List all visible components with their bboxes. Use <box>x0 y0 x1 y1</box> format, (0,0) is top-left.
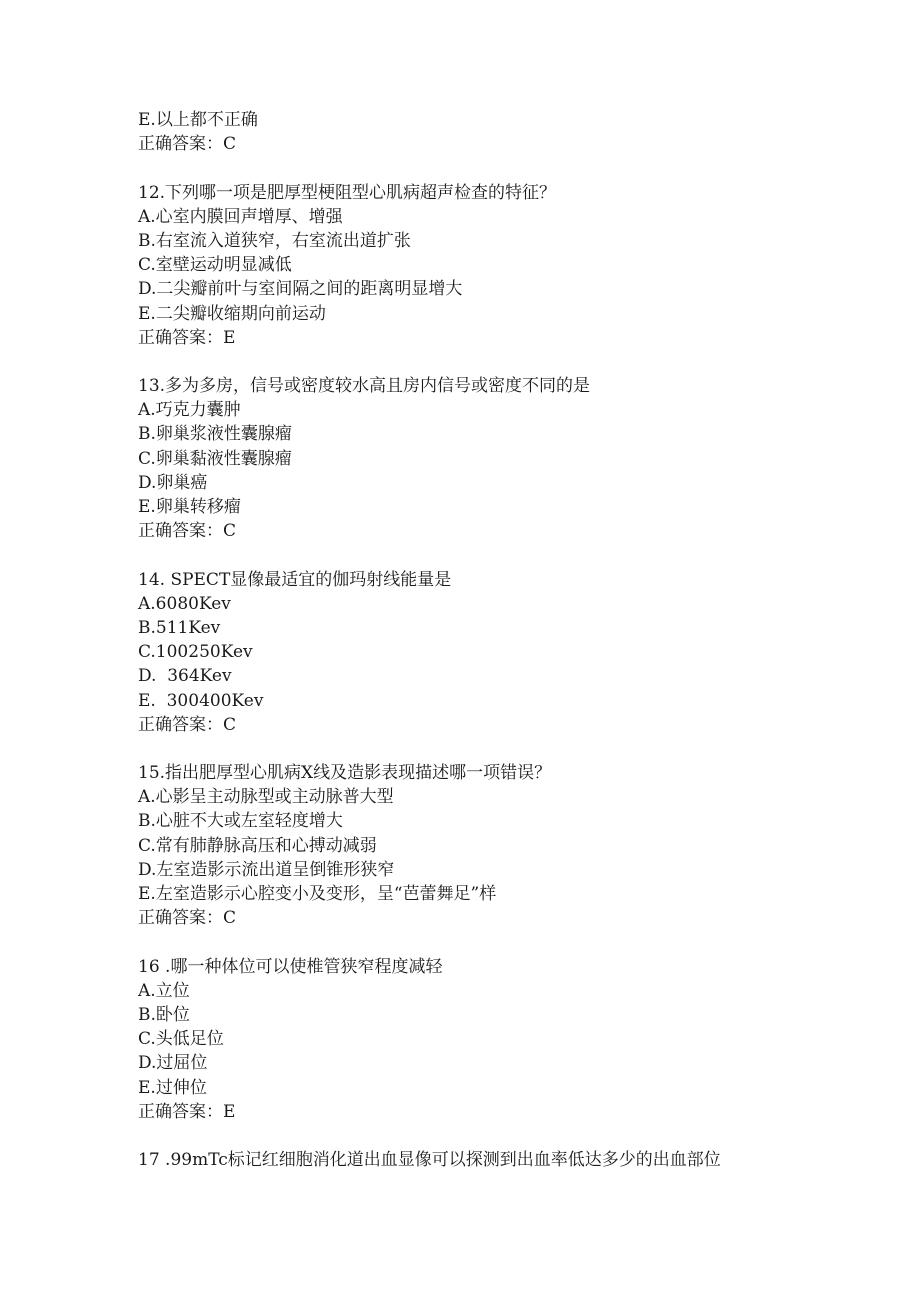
spacer <box>138 930 858 954</box>
question-17-stem: 17 .99mTc标记红细胞消化道出血显像可以探测到出血率低达多少的出血部位 <box>138 1150 721 1171</box>
option-e: E.过伸位 <box>138 1077 207 1098</box>
option-c: C.室壁运动明显减低 <box>138 255 292 276</box>
question-13 <box>138 374 858 543</box>
spacer <box>138 1124 858 1148</box>
option-d: D.左室造影示流出道呈倒锥形狭窄 <box>138 859 395 880</box>
question-stem: 16 .哪一种体位可以使椎管狭窄程度减轻 <box>138 956 443 977</box>
spacer <box>138 543 858 567</box>
question-stem: 14. SPECT显像最适宜的伽玛射线能量是 <box>138 569 452 590</box>
option-a: A.心影呈主动脉型或主动脉普大型 <box>138 787 394 808</box>
option-a: A.6080Kev <box>138 593 231 614</box>
question-stem: 12.下列哪一项是肥厚型梗阻型心肌病超声检查的特征？ <box>138 182 557 203</box>
option-d: D. 364Kev <box>138 666 232 687</box>
option-c: C.100250Kev <box>138 642 253 663</box>
answer: 正确答案：E <box>138 327 236 348</box>
spacer <box>138 737 858 761</box>
option-e: E.卵巢转移瘤 <box>138 497 241 517</box>
lead-answer: 正确答案：C <box>138 134 237 155</box>
option-b: B.心脏不大或左室轻度增大 <box>138 811 343 832</box>
question-16 <box>138 955 858 1124</box>
option-c: C.头低足位 <box>138 1029 224 1050</box>
option-b: B.511Kev <box>138 617 221 638</box>
option-d: D.卵巢癌 <box>138 472 208 493</box>
answer: 正确答案：C <box>138 908 237 929</box>
lead-option-e: E.以上都不正确 <box>138 110 258 130</box>
option-e: E.二尖瓣收缩期向前运动 <box>138 303 326 324</box>
document-page <box>138 108 858 1172</box>
option-e: E.左室造影示心腔变小及变形，呈“芭蕾舞足”样 <box>138 884 497 904</box>
option-c: C.常有肺静脉高压和心搏动减弱 <box>138 835 377 856</box>
answer: 正确答案：C <box>138 714 237 735</box>
option-a: A.心室内膜回声增厚、增强 <box>138 206 343 227</box>
answer: 正确答案：E <box>138 1101 236 1122</box>
option-c: C.卵巢黏液性囊腺瘤 <box>138 448 292 469</box>
spacer <box>138 350 858 374</box>
question-stem: 15.指出肥厚型心肌病X线及造影表现描述哪一项错误？ <box>138 763 552 784</box>
question-12 <box>138 181 858 350</box>
option-b: B.卧位 <box>138 1004 190 1025</box>
question-stem: 13.多为多房，信号或密度较水高且房内信号或密度不同的是 <box>138 376 591 397</box>
option-a: A.巧克力囊肿 <box>138 400 241 421</box>
option-e: E. 300400Kev <box>138 690 264 711</box>
spacer <box>138 156 858 180</box>
option-b: B.卵巢浆液性囊腺瘤 <box>138 424 292 445</box>
option-a: A.立位 <box>138 980 190 1001</box>
option-b: B.右室流入道狭窄，右室流出道扩张 <box>138 230 411 251</box>
option-d: D.二尖瓣前叶与室间隔之间的距离明显增大 <box>138 279 463 300</box>
option-d: D.过屈位 <box>138 1053 208 1074</box>
question-14 <box>138 568 858 737</box>
question-15 <box>138 761 858 930</box>
answer: 正确答案：C <box>138 521 237 542</box>
